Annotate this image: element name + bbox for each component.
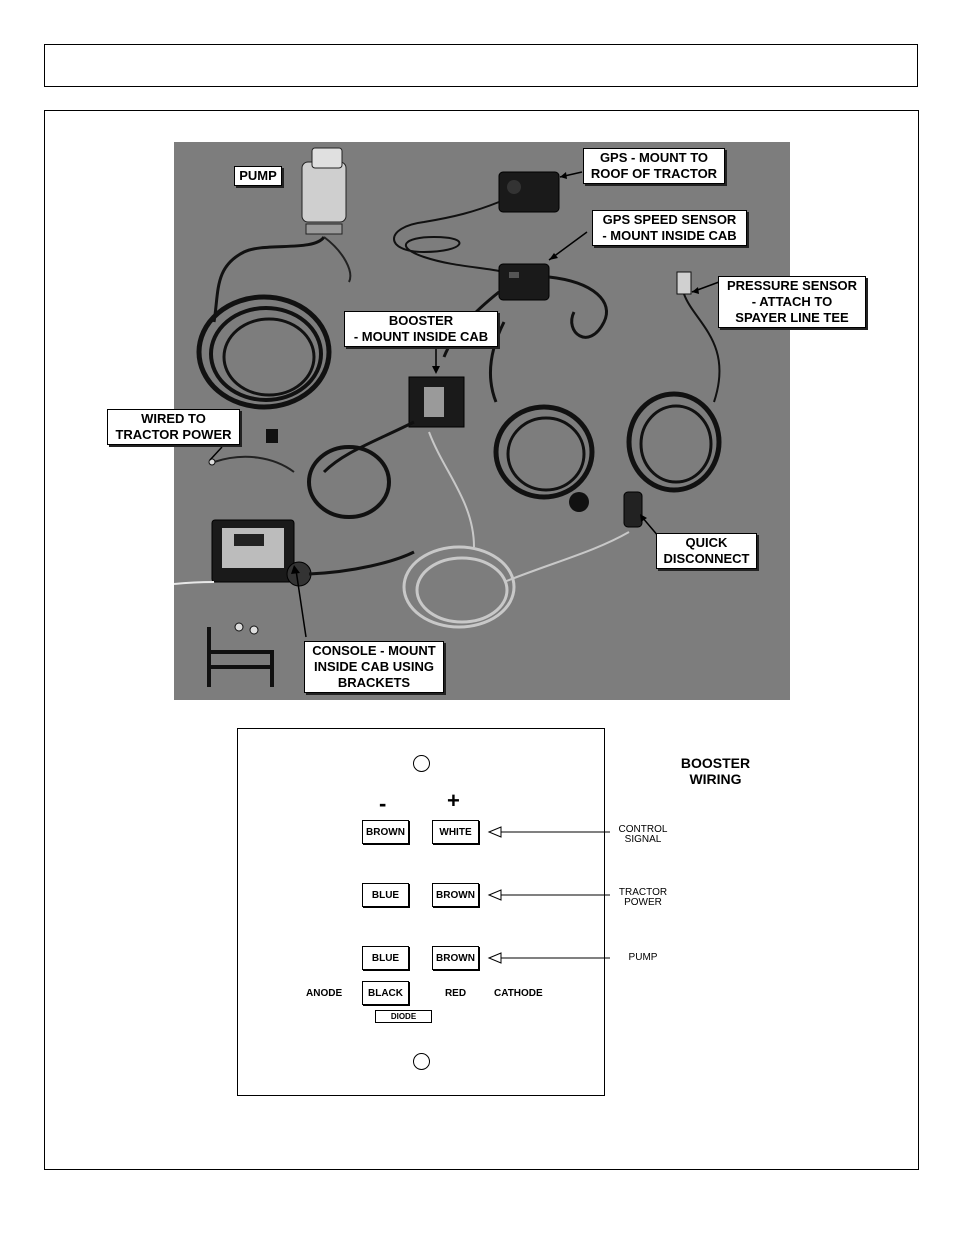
callout-booster: BOOSTER - MOUNT INSIDE CAB <box>344 311 498 347</box>
booster-wiring-title: BOOSTER WIRING <box>680 755 751 787</box>
callout-console: CONSOLE - MOUNT INSIDE CAB USING BRACKETS <box>304 641 444 693</box>
terminal-pump-negative: BLUE <box>362 946 409 970</box>
terminal-control-positive: WHITE <box>432 820 479 844</box>
control-signal-label: CONTROL SIGNAL <box>618 824 668 845</box>
terminal-power-positive: BROWN <box>432 883 479 907</box>
terminal-power-negative: BLUE <box>362 883 409 907</box>
terminal-diode-red: RED <box>432 981 479 1005</box>
plus-sign: + <box>447 788 460 813</box>
callout-pump: PUMP <box>234 166 282 186</box>
minus-sign: - <box>379 791 387 816</box>
callout-gps: GPS - MOUNT TO ROOF OF TRACTOR <box>583 148 725 184</box>
pump-label: PUMP <box>628 952 658 963</box>
terminal-control-negative: BROWN <box>362 820 409 844</box>
terminal-pump-positive: BROWN <box>432 946 479 970</box>
terminal-diode-black: BLACK <box>362 981 409 1005</box>
cathode-label: CATHODE <box>494 988 543 999</box>
diode-label: DIODE <box>375 1010 432 1023</box>
callout-wired-to-tractor-power: WIRED TO TRACTOR POWER <box>107 409 240 445</box>
anode-label: ANODE <box>306 988 343 999</box>
callout-pressure-sensor: PRESSURE SENSOR - ATTACH TO SPAYER LINE TEE <box>718 276 866 328</box>
callout-gps-speed-sensor: GPS SPEED SENSOR - MOUNT INSIDE CAB <box>592 210 747 246</box>
callout-quick-disconnect: QUICK DISCONNECT <box>656 533 757 569</box>
tractor-power-label: TRACTOR POWER <box>618 887 668 908</box>
